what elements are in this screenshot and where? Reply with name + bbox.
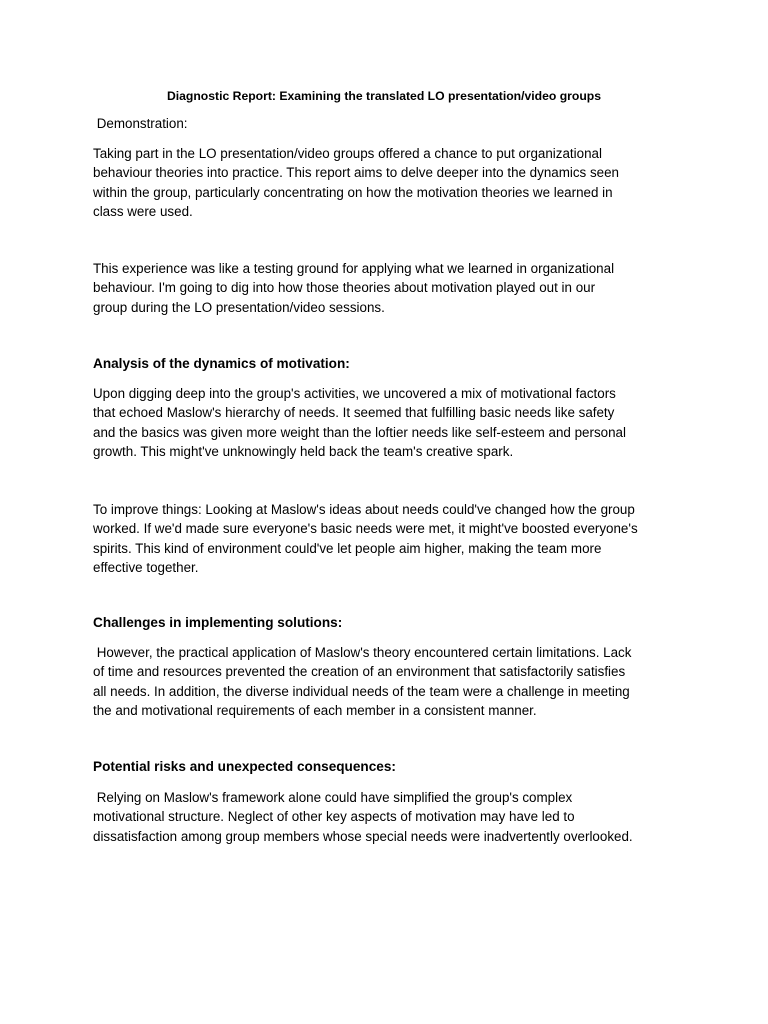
paragraph-line: This experience was like a testing ground for applying what we learned in organizational <box>93 261 615 276</box>
paragraph-line: motivational structure. Neglect of other key aspects of motivation may have led to <box>93 809 575 825</box>
paragraph-line: growth. This might've unknowingly held back the team's creative spark. <box>93 444 514 460</box>
risks-heading: Potential risks and unexpected consequences: <box>93 759 396 774</box>
analysis-paragraph-1 <box>93 384 679 462</box>
paragraph-line: within the group, particularly concentrating on how the motivation theories we learned in <box>93 184 613 200</box>
paragraph-line: all needs. In addition, the diverse individual needs of the team were a challenge in meeting <box>93 683 630 699</box>
paragraph-line: dissatisfaction among group members whose special needs were inadvertently overlooked. <box>93 828 633 844</box>
demonstration-label: Demonstration: <box>93 116 188 131</box>
challenges-heading: Challenges in implementing solutions: <box>93 615 343 630</box>
risks-paragraph-1 <box>93 788 679 846</box>
paragraph-line: Upon digging deep into the group's activities, we uncovered a mix of motivational factors <box>93 386 616 401</box>
paragraph-line: worked. If we'd made sure everyone's basic needs were met, it might've boosted everyone's <box>93 521 638 537</box>
paragraph-line: spirits. This kind of environment could've let people aim higher, making the team more <box>93 540 602 556</box>
paragraph-line: behaviour theories into practice. This report aims to delve deeper into the dynamics seen <box>93 165 619 181</box>
paragraph-line: the and motivational requirements of each member in a consistent manner. <box>93 703 537 719</box>
paragraph-line: that echoed Maslow's hierarchy of needs. It seemed that fulfilling basic needs like safety <box>93 405 615 421</box>
paragraph-line: of time and resources prevented the creation of an environment that satisfactorily satisfies <box>93 664 626 680</box>
paragraph-line: group during the LO presentation/video sessions. <box>93 299 385 315</box>
paragraph-line: Taking part in the LO presentation/video groups offered a chance to put organizational <box>93 146 602 161</box>
document-title: Diagnostic Report: Examining the translated LO presentation/video groups <box>166 89 602 103</box>
challenges-paragraph-1 <box>93 643 679 721</box>
intro-paragraph-2 <box>93 259 679 317</box>
paragraph-line: However, the practical application of Maslow's theory encountered certain limitations. Lack <box>93 645 632 660</box>
paragraph-line: class were used. <box>93 204 193 220</box>
paragraph-line: and the basics was given more weight than the loftier needs like self-esteem and personal <box>93 424 626 440</box>
analysis-heading: Analysis of the dynamics of motivation: <box>93 356 350 371</box>
paragraph-line: effective together. <box>93 560 199 576</box>
analysis-paragraph-2 <box>93 500 679 578</box>
intro-paragraph-1 <box>93 144 679 222</box>
paragraph-line: behaviour. I'm going to dig into how those theories about motivation played out in our <box>93 280 596 296</box>
paragraph-line: Relying on Maslow's framework alone could have simplified the group's complex <box>93 790 573 805</box>
paragraph-line: To improve things: Looking at Maslow's ideas about needs could've changed how the group <box>93 502 635 517</box>
